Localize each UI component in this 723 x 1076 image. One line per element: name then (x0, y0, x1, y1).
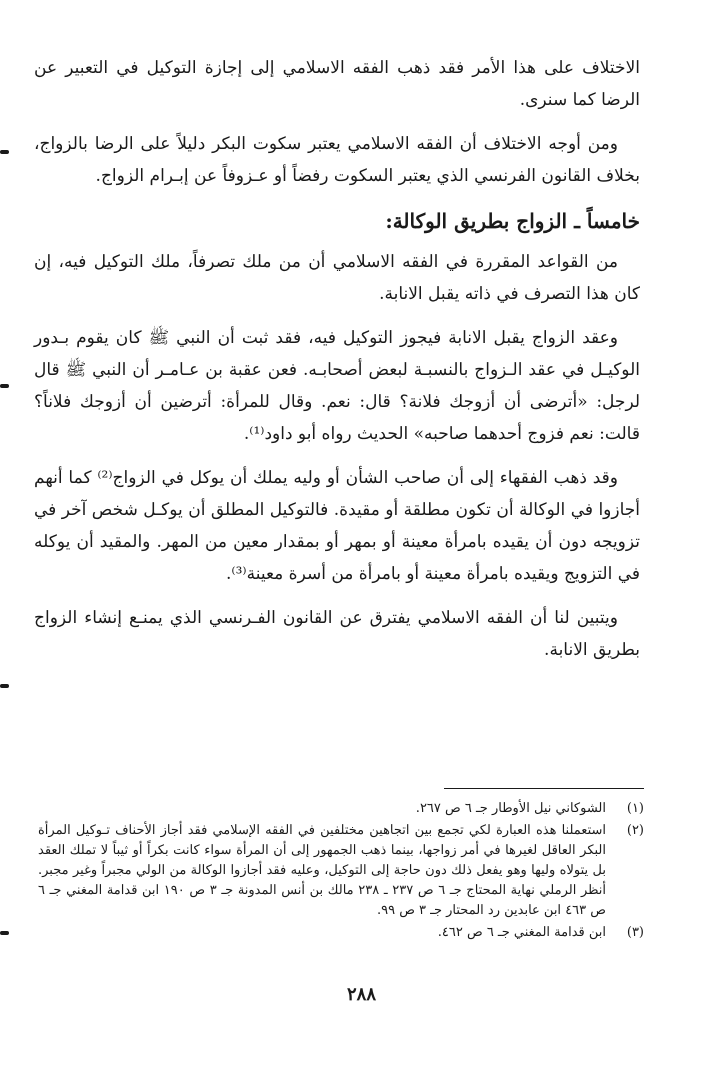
paragraph: ويتبين لنا أن الفقه الاسلامي يفترق عن القانون الفـرنسي الذي يمنـع إنشاء الزواج بطريق الانابة. (34, 608, 640, 660)
paragraph: ومن أوجه الاختلاف أن الفقه الاسلامي يعتبر سكوت البكر دليلاً على الرضا بالزواج، بخلاف القانون الفرنسي الذي يعتبر السكوت رفضاً أو عـزوفاً عن إبـرام الزواج. (34, 134, 640, 186)
paragraph: وعقد الزواج يقبل الانابة فيجوز التوكيل فيه، فقد ثبت أن النبي ﷺ كان يقوم بـدور الوكيـل في عقد الـزواج بالنسبـة لبعض أصحابـه. فعن عقبة بن عـامـر أن النبي ﷺ قال لرجل: «أترضى أن أزوجك فلانة؟ قال: نعم. وقال للمرأة: أترضين أن أزوجك فلاناً؟ قالت: نعم فزوج أحدهما صاحبه» الحديث رواه أبو داود⁽¹⁾. (34, 328, 640, 444)
footnote (38, 923, 644, 943)
footnote-divider (444, 788, 644, 789)
paragraph: الاختلاف على هذا الأمر فقد ذهب الفقه الاسلامي إلى إجازة التوكيل في التعبير عن الرضا كما سنرى. (34, 58, 640, 110)
margin-mark (0, 931, 9, 935)
footnote (38, 799, 644, 819)
margin-mark (0, 684, 9, 688)
paragraph: من القواعد المقررة في الفقه الاسلامي أن من ملك تصرفاً، ملك التوكيل فيه، إن كان هذا التصرف في ذاته يقبل الانابة. (34, 252, 640, 304)
paragraph: وقد ذهب الفقهاء إلى أن صاحب الشأن أو وليه يملك أن يوكل في الزواج⁽²⁾ كما أنهم أجازوا في الوكالة أن تكون مطلقة أو مقيدة. فالتوكيل المطلق أن يوكـل شخص آخر في تزويجه دون أن يقيده بامرأة معينة أو بمهر أو بمقدار معين من المهر. والمقيد أن يوكله في التزويج ويقيده بامرأة معينة أو بامرأة من أسرة معينة⁽³⁾. (34, 468, 640, 584)
main-text (34, 52, 640, 678)
page-number: ٢٨٨ (346, 984, 376, 1005)
footnote-number: (٣) (626, 925, 644, 940)
margin-mark (0, 150, 9, 154)
footnote-number: (٢) (626, 823, 644, 838)
section-heading: خامساً ـ الزواج بطريق الوكالة: (385, 209, 640, 233)
margin-mark (0, 384, 9, 388)
footnote-text: استعملنا هذه العبارة لكي تجمع بين اتجاهين مختلفين في الفقه الإسلامي فقد أجاز الأحناف تـوكيل المرأة البكر العاقل لغيرها في أمر زواجها، بينما ذهب الجمهور إلى أن المرأة سواء كانت بكراً أو ثيباً لا تملك العقد بل يتولاه وليها وهو يفعل ذلك دون حاجة إلى التوكيل، وعليه فقد أجازوا الوكالة من الولي مجبراً وغير مجبر. أنظر الرملي نهاية المحتاج جـ ٦ ص ٢٣٧ ـ ٢٣٨ مالك بن أنس المدونة جـ ٣ ص ١٩٠ ابن قدامة المغني جـ ٦ ص ٤٦٣ ابن عابدين رد المحتار جـ ٣ ص ٩٩. (38, 823, 607, 918)
footnote-text: الشوكاني نيل الأوطار جـ ٦ ص ٢٦٧. (415, 801, 606, 816)
footnote-number: (١) (626, 801, 644, 816)
footnote (38, 821, 644, 921)
footnote-text: ابن قدامة المغني جـ ٦ ص ٤٦٢. (437, 925, 606, 940)
footnotes (38, 788, 644, 945)
